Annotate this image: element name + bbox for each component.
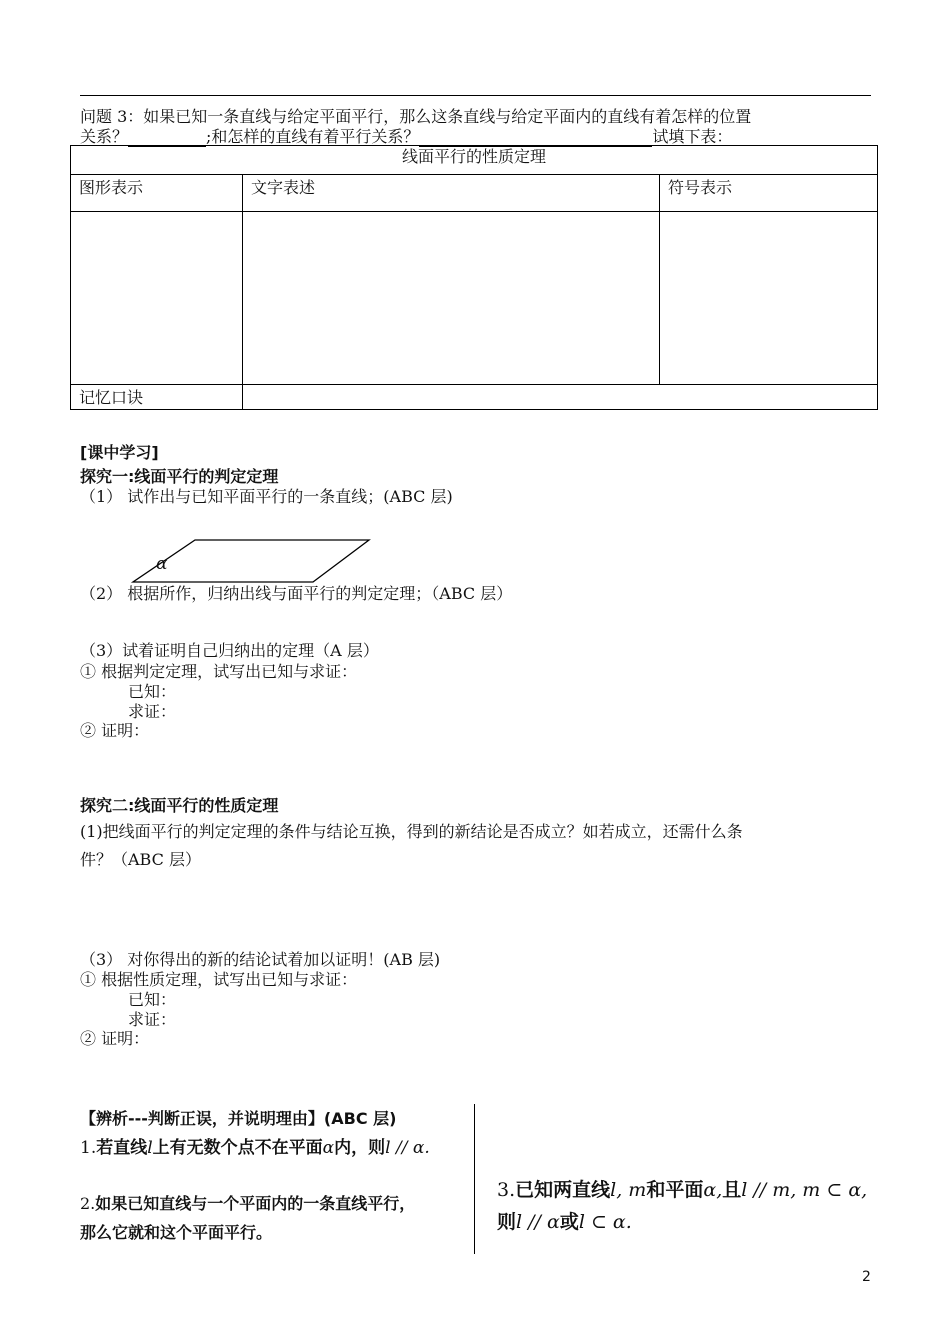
q3-alpha: α, xyxy=(703,1179,723,1201)
q3-text-e: 或 xyxy=(559,1211,579,1233)
q2-number: 2. xyxy=(80,1194,96,1213)
section-class-learning: [课中学习] xyxy=(80,443,159,462)
q1-number: 1. xyxy=(80,1138,97,1158)
explore2-known: 已知： xyxy=(128,990,177,1009)
cell-symbol[interactable] xyxy=(660,212,878,385)
q1-text-a: 若直线 xyxy=(96,1138,148,1158)
question3-line2-a: 关系？ xyxy=(80,127,129,146)
q3-text-d: 则 xyxy=(497,1211,517,1233)
header-text: 文字表述 xyxy=(243,175,660,212)
q3-expression1: l // m, m ⊂ α, xyxy=(741,1179,868,1201)
plane-parallelogram xyxy=(133,540,369,582)
q3-expression2: l // α xyxy=(516,1211,560,1233)
analysis-q3-line1 xyxy=(497,1178,867,1202)
cell-figure[interactable] xyxy=(71,212,243,385)
explore2-proof: ② 证明： xyxy=(80,1029,150,1048)
q3-text-a: 已知两直线 xyxy=(515,1179,611,1201)
question3-line2 xyxy=(80,127,732,147)
explore1-title: 探究一:线面平行的判定定理 xyxy=(80,467,279,486)
analysis-q2-line1 xyxy=(80,1193,415,1215)
header-figure: 图形表示 xyxy=(71,175,243,212)
explore2-item1-line2: 件？（ABC 层） xyxy=(80,850,201,869)
explore1-known: 已知： xyxy=(128,682,177,701)
analysis-q2-line2: 那么它就和这个平面平行。 xyxy=(80,1223,273,1242)
q3-text-b: 和平面 xyxy=(646,1179,704,1201)
question3-line2-c: 试填下表： xyxy=(652,127,733,146)
explore1-item3: （3）试着证明自己归纳出的定理（A 层） xyxy=(80,641,379,660)
memory-label: 记忆口诀 xyxy=(71,385,243,410)
analysis-q3-line2 xyxy=(497,1210,632,1234)
analysis-q1 xyxy=(80,1137,430,1159)
q3-text-c: 且 xyxy=(722,1179,742,1201)
q3-number: 3. xyxy=(497,1179,516,1201)
memory-cell[interactable] xyxy=(243,385,878,410)
explore2-prove: 求证： xyxy=(128,1010,177,1029)
q1-alpha: α xyxy=(322,1138,335,1158)
explore2-item1-line1: (1)把线面平行的判定定理的条件与结论互换，得到的新结论是否成立？如若成立，还需什么条 xyxy=(80,822,743,841)
explore1-item3-1: ① 根据判定定理，试写出已知与求证： xyxy=(80,662,358,681)
top-rule xyxy=(80,95,871,96)
table-title: 线面平行的性质定理 xyxy=(71,146,878,175)
q3-expression3: l ⊂ α. xyxy=(578,1211,632,1233)
q1-line-l: l xyxy=(147,1138,153,1158)
question3-line2-b: ;和怎样的直线有着平行关系？ xyxy=(206,127,420,146)
q1-text-b: 上有无数个点不在平面 xyxy=(152,1138,323,1158)
property-theorem-table xyxy=(70,145,878,410)
explore1-proof: ② 证明： xyxy=(80,721,150,740)
question3-line1: 问题 3：如果已知一条直线与给定平面平行，那么这条直线与给定平面内的直线有着怎样的位置 xyxy=(80,107,752,126)
vertical-divider xyxy=(474,1104,475,1254)
q2-text-line1: 如果已知直线与一个平面内的一条直线平行， xyxy=(95,1194,416,1213)
cell-text[interactable] xyxy=(243,212,660,385)
q1-expression: l // α. xyxy=(385,1138,430,1158)
explore2-item3-1: ① 根据性质定理，试写出已知与求证： xyxy=(80,970,358,989)
q3-lines-lm: l, m xyxy=(610,1179,647,1201)
explore1-item1: （1） 试作出与已知平面平行的一条直线；(ABC 层) xyxy=(80,487,453,506)
analysis-title: 【辨析---判断正误，并说明理由】(ABC 层) xyxy=(80,1109,397,1128)
explore2-item3: （3） 对你得出的新的结论试着加以证明！(AB 层) xyxy=(80,950,441,969)
header-symbol: 符号表示 xyxy=(660,175,878,212)
plane-alpha-label: α xyxy=(156,554,168,574)
explore1-item2: （2） 根据所作，归纳出线与面平行的判定定理；（ABC 层） xyxy=(80,584,513,603)
q1-text-c: 内，则 xyxy=(334,1138,386,1158)
page-number: 2 xyxy=(862,1269,871,1285)
explore2-title: 探究二:线面平行的性质定理 xyxy=(80,796,279,815)
explore1-prove: 求证： xyxy=(128,702,177,721)
